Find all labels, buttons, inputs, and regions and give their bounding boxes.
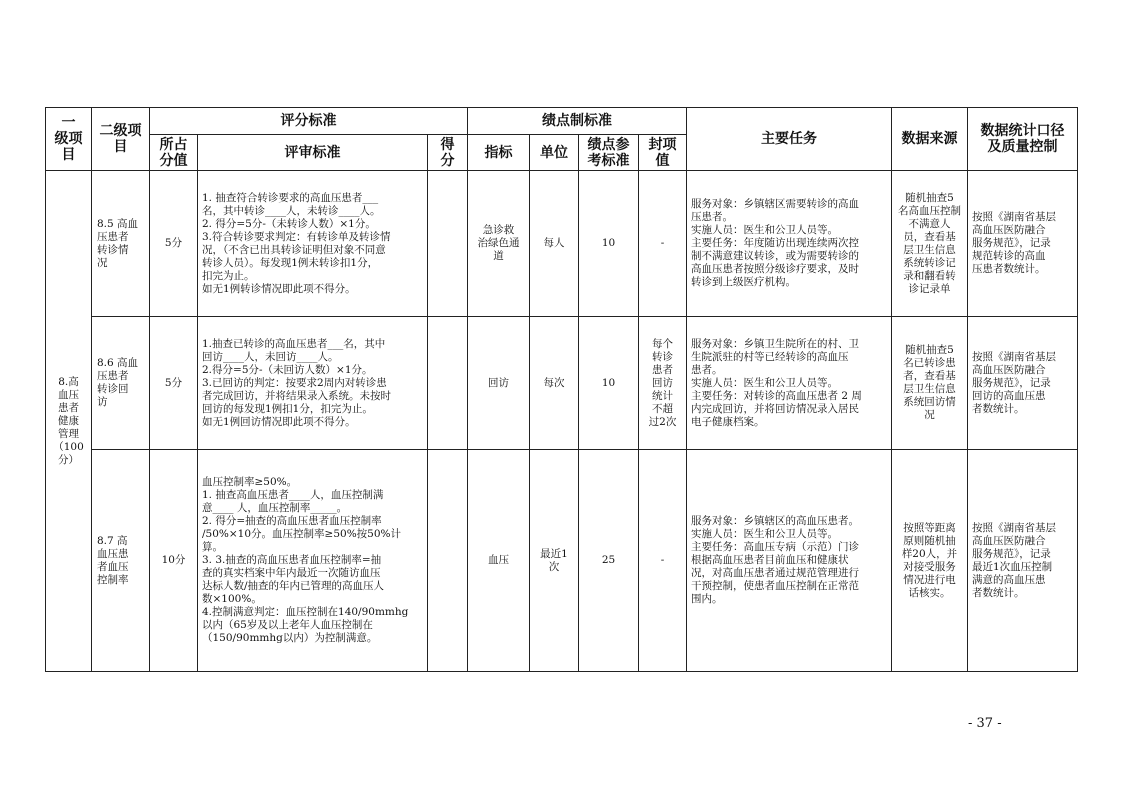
text-line: 道 [493,250,504,262]
text-line: 根据高血压患者目前血压和健康状 [691,554,849,566]
text-line: 患者 [652,363,673,376]
text-line: 满意的高血压患 [972,573,1046,586]
text-line: 高血压医防融合 [972,224,1046,236]
text-line: 录和翻看转 [903,269,956,282]
header-stat-caliber: 数据统计口径 及质量控制 [968,108,1078,171]
text-line: 1. 抽查符合转诊要求的高血压患者___ [202,191,379,204]
text-line: 况 [97,256,108,269]
text-line: 访 [97,396,108,408]
text-line: 血压控制率≥50%。 [202,476,298,488]
text-line: 血压 [58,388,79,401]
review-criteria-cell [198,171,428,317]
text-line: 意____ 人，血压控制率_____。 [202,502,348,514]
text-line: 况 [924,409,935,421]
text-line: 2. 得分=抽查的高血压患者血压控制率 [202,515,382,527]
text-line: 系统转诊记 [903,256,956,269]
table-row [46,171,1078,317]
text-line: 服务规范》，记录 [972,376,1051,389]
text-line: 最近1 [540,547,568,560]
text-line: 层卫生信息 [903,383,956,395]
header-main-task: 主要任务 [687,108,892,171]
header-scoring-standard: 评分标准 [150,108,468,135]
text-line: 名高血压控制 [898,204,961,217]
score-alloc-cell: 5分 [150,171,198,317]
score-alloc-cell: 10分 [150,450,198,672]
text-line: 8.5 高血 [97,217,139,230]
text-line: 况，（不含已出具转诊证明但对象不同意 [202,243,386,256]
text-line: 实施人员：医生和公卫人员等。 [691,376,838,389]
unit-cell [530,450,579,672]
text-line: 数×100%。 [202,593,262,605]
level2-project-cell [92,317,150,450]
ref-standard-cell: 25 [579,450,639,672]
text-line: 系统回访情 [903,396,956,408]
text-line: 4.控制满意判定：血压控制在140/90mmhg [202,606,409,618]
text-line: 次 [548,560,560,573]
table-row [46,450,1078,672]
text-line: 控制率 [97,573,129,586]
stat-caliber-cell [968,171,1078,317]
text-line: 服务对象：乡镇辖区需要转诊的高血 [691,198,859,210]
header-row-1 [46,108,1078,135]
text-line: 者数统计。 [972,586,1025,599]
text-line: 血压 [488,554,509,566]
text-line: 服务对象：乡镇辖区的高血压患者。 [691,515,859,527]
text-line: 1.抽查已转诊的高血压患者___名，其中 [202,337,386,350]
level2-project-cell [92,450,150,672]
unit-cell [530,171,579,317]
data-source-cell [892,450,968,672]
text-line: 健康 [58,414,79,427]
text-line: 不超 [652,402,673,415]
text-line: 情况进行电 [903,573,956,586]
indicator-cell [468,317,530,450]
header-perf-standard: 绩点制标准 [468,108,687,135]
text-line: 如无1例回访情况即此项不得分。 [202,415,356,428]
text-line: 电子健康档案。 [691,415,765,428]
text-line: （100 [53,440,84,453]
text-line: 压患者数统计。 [972,263,1046,275]
text-line: 服务对象：乡镇卫生院所在的村、卫 [691,337,859,350]
header-score-alloc: 所占 分值 [150,135,198,171]
stat-caliber-cell [968,450,1078,672]
text-line: 者数统计。 [972,402,1025,415]
text-line: 者完成回访，并将结果录入系统。未按时 [202,389,391,402]
text-line: 血压患 [97,547,129,560]
header-unit: 单位 [530,135,579,171]
text-line: 转诊人员）。每发现1例未转诊扣1分， [202,256,379,269]
main-task-cell [687,317,892,450]
main-task-cell [687,450,892,672]
cap-value-cell [639,171,687,317]
header-score-got: 得 分 [428,135,468,171]
text-line: 如无1例转诊情况即此项不得分。 [202,282,356,295]
text-line: 3. 3.抽查的高血压患者血压控制率=抽 [202,554,382,566]
text-line: 者血压 [97,560,129,573]
header-cap-value: 封项 值 [639,135,687,171]
text-line: 回访 [488,376,509,389]
ref-standard-cell: 10 [579,317,639,450]
text-line: 8.7 高 [97,534,128,547]
text-line: 每次 [543,376,565,389]
text-line: 3.符合转诊要求判定：有转诊单及转诊情 [202,230,391,243]
text-line: 8.6 高血 [97,357,139,369]
text-line: 高血压患者按照分级诊疗要求，及时 [691,263,859,275]
header-indicator: 指标 [468,135,530,171]
text-line: （150/90mmhg以内）为控制满意。 [202,632,378,644]
text-line: 1. 抽查高血压患者____人，血压控制满 [202,489,384,501]
text-line: 名已转诊患 [903,357,956,369]
text-line: 回访的高血压患 [972,389,1046,402]
text-line: 回访 [652,376,673,389]
score-got-cell [428,450,468,672]
text-line: 高血压医防融合 [972,534,1046,547]
text-line: 者，查看基 [903,370,956,382]
text-line: 原则随机抽 [903,534,956,547]
text-line: 3.已回访的判定：按要求2周内对转诊患 [202,376,387,389]
text-line: 规范转诊的高血 [972,250,1046,262]
header-level2-project: 二级项 目 [92,108,150,171]
level2-project-cell [92,171,150,317]
text-line: 主要任务：对转诊的高血压患者 2 周 [691,389,862,402]
text-line: - [660,554,665,566]
text-line: 对接受服务 [903,560,956,573]
text-line: 转诊情 [97,243,129,256]
text-line: 实施人员：医生和公卫人员等。 [691,224,838,236]
header-review-standard: 评审标准 [198,135,428,171]
unit-cell [530,317,579,450]
text-line: 查的真实档案中年内最近一次随访血压 [202,567,381,579]
cap-value-cell [639,317,687,450]
stat-caliber-cell [968,317,1078,450]
text-line: 管理 [58,427,79,440]
score-alloc-cell: 5分 [150,317,198,450]
score-got-cell [428,317,468,450]
text-line: 按照等距离 [903,521,956,534]
text-line: 话核实。 [908,586,951,599]
text-line: 统计 [652,389,673,402]
text-line: 不满意人 [908,217,951,230]
text-line: 干预控制，使患者血压控制在正常范 [691,580,859,592]
text-line: 实施人员：医生和公卫人员等。 [691,528,838,540]
ref-standard-cell: 10 [579,171,639,317]
text-line: 回访的每发现1例扣1分，扣完为止。 [202,402,373,415]
main-task-cell [687,171,892,317]
text-line: 按照《湖南省基层 [972,350,1056,363]
text-line: 按照《湖南省基层 [972,211,1056,223]
text-line: 服务规范》，记录 [972,547,1051,560]
text-line: 患者。 [691,363,723,376]
text-line: 2. 得分=5分-（未转诊人数）×1分。 [202,217,376,230]
text-line: 制不满意建议转诊，或为需要转诊的 [691,250,859,262]
text-line: 分） [58,453,79,466]
text-line: 每个 [652,337,673,350]
text-line: 8.高 [58,375,79,388]
text-line: 以内（65岁及以上老年人血压控制在 [202,619,373,631]
text-line: 急诊救 [482,224,515,236]
cap-value-cell [639,450,687,672]
header-level1-project: 一 级项 目 [46,108,92,171]
assessment-table [45,107,1078,672]
text-line: 样20人，并 [901,547,958,560]
text-line: 内完成回访，并将回访情况录入居民 [691,402,859,415]
text-line: 转诊到上级医疗机构。 [691,276,796,288]
data-source-cell [892,171,968,317]
text-line: 2.得分=5分-（未回访人数）×1分。 [202,363,373,376]
header-data-source: 数据来源 [892,108,968,171]
text-line: 随机抽查5 [905,191,954,204]
header-ref-standard: 绩点参 考标准 [579,135,639,171]
text-line: 生院派驻的村等已经转诊的高血压 [691,350,849,363]
page-number: - 37 - [968,716,1002,731]
text-line: 诊记录单 [908,282,951,295]
text-line: 压患者 [97,230,129,243]
text-line: 算。 [202,541,223,553]
text-line: 转诊 [652,350,673,363]
text-line: 服务规范》，记录 [972,237,1051,249]
text-line: 最近1次血压控制 [972,560,1053,573]
text-line: 每人 [543,237,565,249]
text-line: 压患者 [97,370,129,382]
text-line: 按照《湖南省基层 [972,521,1056,534]
text-line: 员，查看基 [903,230,956,243]
level1-project-cell [46,171,92,672]
text-line: 高血压医防融合 [972,363,1046,376]
text-line: 压患者。 [691,211,733,223]
text-line: /50%×10分。血压控制率≥50%按50%计 [202,528,402,540]
data-source-cell [892,317,968,450]
text-line: 达标人数/抽查的年内已管理的高血压人 [202,580,385,592]
text-line: 主要任务：高血压专病（示范）门诊 [691,541,859,553]
review-criteria-cell [198,317,428,450]
text-line: 回访____人，未回访____人。 [202,350,339,363]
score-got-cell [428,171,468,317]
text-line: 围内。 [691,593,723,605]
text-line: 扣完为止。 [202,269,255,282]
text-line: 转诊回 [97,383,129,395]
text-line: 层卫生信息 [903,243,956,256]
text-line: 随机抽查5 [905,344,954,356]
indicator-cell [468,450,530,672]
text-line: 治绿色通 [477,237,520,249]
text-line: 名，其中转诊____人，未转诊____人。 [202,204,381,217]
text-line: - [660,237,665,249]
text-line: 主要任务：年度随访出现连续两次控 [691,237,859,249]
indicator-cell [468,171,530,317]
text-line: 况，对高血压患者通过规范管理进行 [691,567,859,579]
text-line: 患者 [58,401,79,414]
table-row [46,317,1078,450]
review-criteria-cell [198,450,428,672]
text-line: 过2次 [648,415,677,428]
